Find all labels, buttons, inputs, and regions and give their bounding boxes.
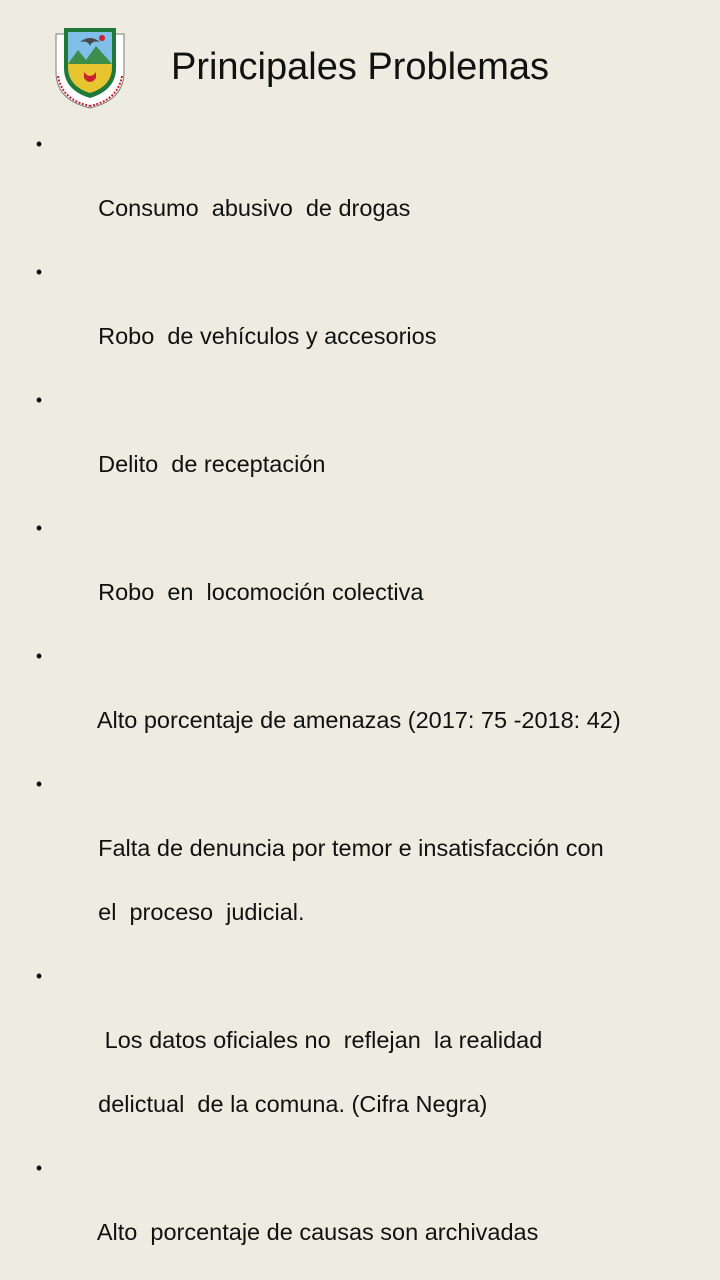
bullet-icon: • xyxy=(35,966,43,986)
municipal-coat-of-arms-icon xyxy=(50,20,130,112)
list-item-text: Robo en locomoción colectiva xyxy=(98,579,424,605)
list-item-text: Los datos oficiales no reflejan la realidad xyxy=(98,1027,543,1053)
list-item-text: Delito de receptación xyxy=(98,451,326,477)
list-item-text: Consumo abusivo de drogas xyxy=(98,195,411,221)
list-item-text: Falta de denuncia por temor e insatisfacción con xyxy=(98,835,604,861)
list-item xyxy=(0,1152,720,1280)
list-item-text-continued: el proceso judicial. xyxy=(98,899,305,925)
bullet-icon: • xyxy=(35,134,43,154)
list-item xyxy=(0,384,720,512)
list-item xyxy=(0,640,720,768)
page-title: Principales Problemas xyxy=(170,46,550,88)
list-item xyxy=(0,128,720,256)
bullet-icon: • xyxy=(35,1158,43,1178)
list-item-text: Robo de vehículos y accesorios xyxy=(98,323,437,349)
bullet-icon: • xyxy=(35,774,43,794)
bullet-icon: • xyxy=(35,390,43,410)
list-item-text: Alto porcentaje de causas son archivadas xyxy=(96,1219,539,1245)
municipal-logo xyxy=(50,20,130,112)
list-item xyxy=(0,960,720,1152)
list-item xyxy=(0,256,720,384)
bullet-list xyxy=(0,128,720,1280)
bullet-icon: • xyxy=(35,646,43,666)
list-item-text-continued: delictual de la comuna. (Cifra Negra) xyxy=(98,1091,488,1117)
list-item-text: Alto porcentaje de amenazas (2017: 75 -2018: 42) xyxy=(96,707,621,733)
bullet-icon: • xyxy=(35,262,43,282)
bullet-icon: • xyxy=(35,518,43,538)
list-item xyxy=(0,512,720,640)
list-item xyxy=(0,768,720,960)
